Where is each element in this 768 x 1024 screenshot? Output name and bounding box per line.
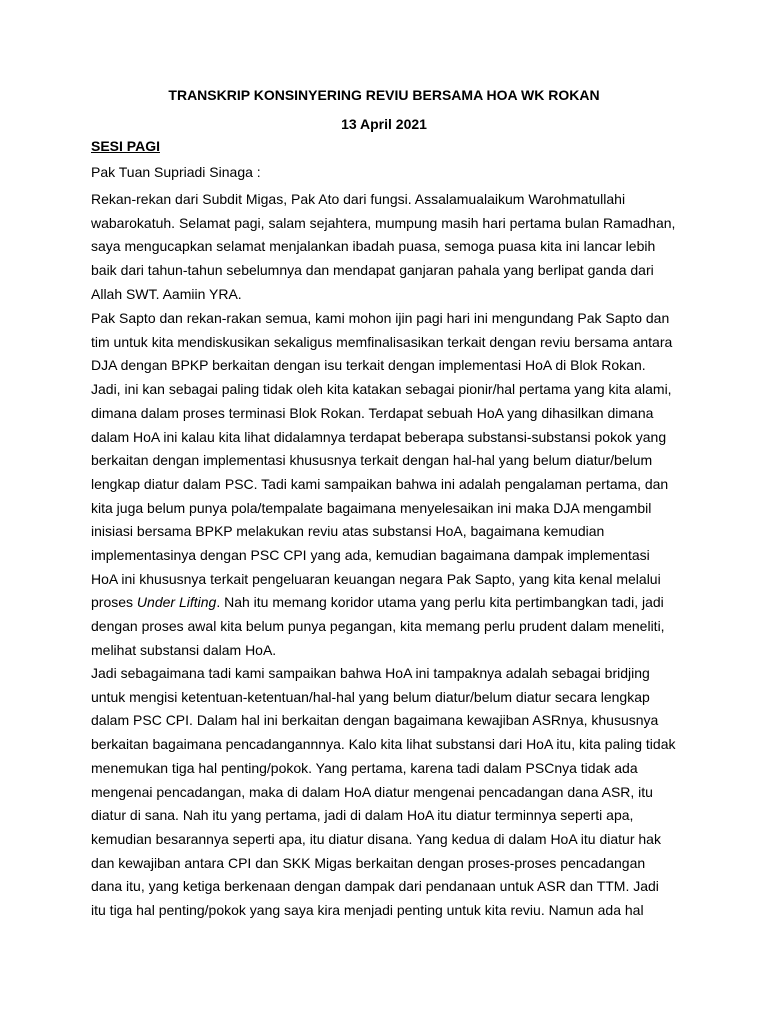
paragraph-opening: Rekan-rekan dari Subdit Migas, Pak Ato dari fungsi. Assalamualaikum Warohmatullahi wabarokatuh. Selamat pagi, salam sejahtera, mumpung masih hari pertama bulan Ramadhan, saya mengucapkan selamat menjalankan ibadah puasa, semoga puasa kita ini lancar lebih baik dari tahun-tahun sebelumnya dan mendapat ganjaran pahala yang berlipat ganda dari Allah SWT. Aamiin YRA. bbox=[91, 191, 676, 302]
document-title: TRANSKRIP KONSINYERING REVIU BERSAMA HOA WK ROKAN bbox=[168, 87, 600, 103]
paragraph-hoa-bridging: Jadi sebagaimana tadi kami sampaikan bahwa HoA ini tampaknya adalah sebagai bridjing untuk mengisi ketentuan-ketentuan/hal-hal yang belum diatur/belum diatur secara lengkap dalam PSC CPI. Dalam hal ini berkaitan dengan bagaimana kewajiban ASRnya, khususnya berkaitan bagaimana pencadangannnya. Kalo kita lihat substansi dari HoA itu, kita paling tidak menemukan tiga hal penting/pokok. Yang pertama, karena tadi dalam PSCnya tidak ada mengenai pencadangan, maka di dalam HoA diatur mengenai pencadangan dana ASR, itu diatur di sana. Nah itu yang pertama, jadi di dalam HoA itu diatur terminnya seperti apa, kemudian besarannya seperti apa, itu diatur disana. Yang kedua di dalam HoA itu diatur hak dan kewajiban antara CPI dan SKK Migas berkaitan dengan proses-proses pencadangan dana itu, yang ketiga berkenaan dengan dampak dari pendanaan untuk ASR dan TTM. Jadi itu tiga hal penting/pokok yang saya kira menjadi penting untuk kita reviu. Namun ada hal bbox=[91, 665, 676, 919]
paragraph-hoa-review-text-a: Pak Sapto dan rekan-rakan semua, kami mohon ijin pagi hari ini mengundang Pak Sapto dan tim untuk kita mendiskusikan sekaligus memfinalisasikan terkait dengan reviu bersama antara DJA dengan BPKP berkaitan dengan isu terkait dengan implementasi HoA di Blok Rokan. Jadi, ini kan sebagai paling tidak oleh kita katakan sebagai pionir/hal pertama yang kita alami, dimana dalam proses terminasi Blok Rokan. Terdapat sebuah HoA yang dihasilkan dimana dalam HoA ini kalau kita lihat didalamnya terdapat beberapa substansi-substansi pokok yang berkaitan dengan implementasi khususnya terkait dengan hal-hal yang belum diatur/belum lengkap diatur dalam PSC. Tadi kami sampaikan bahwa ini adalah pengalaman pertama, dan kita juga belum punya pola/tempalate bagaimana menyelesaikan ini maka DJA mengambil inisiasi bersama BPKP melakukan reviu atas substansi HoA, bagaimana kemudian implementasinya dengan PSC CPI yang ada, kemudian bagaimana dampak implementasi HoA ini khususnya terkait pengeluaran keuangan negara Pak Sapto, yang kita kenal melalui proses bbox=[91, 310, 673, 611]
document-date: 13 April 2021 bbox=[341, 116, 427, 132]
paragraph-hoa-review-text-b: . Nah itu memang koridor utama yang perlu kita pertimbangkan tadi, jadi dengan proses awal kita belum punya pegangan, kita memang perlu prudent dalam meneliti, melihat substansi dalam HoA. bbox=[91, 594, 665, 658]
paragraph-hoa-review bbox=[91, 307, 677, 663]
speaker-label: Pak Tuan Supriadi Sinaga : bbox=[91, 164, 261, 180]
under-lifting-term: Under Lifting bbox=[136, 594, 217, 611]
section-heading: SESI PAGI bbox=[91, 138, 160, 154]
